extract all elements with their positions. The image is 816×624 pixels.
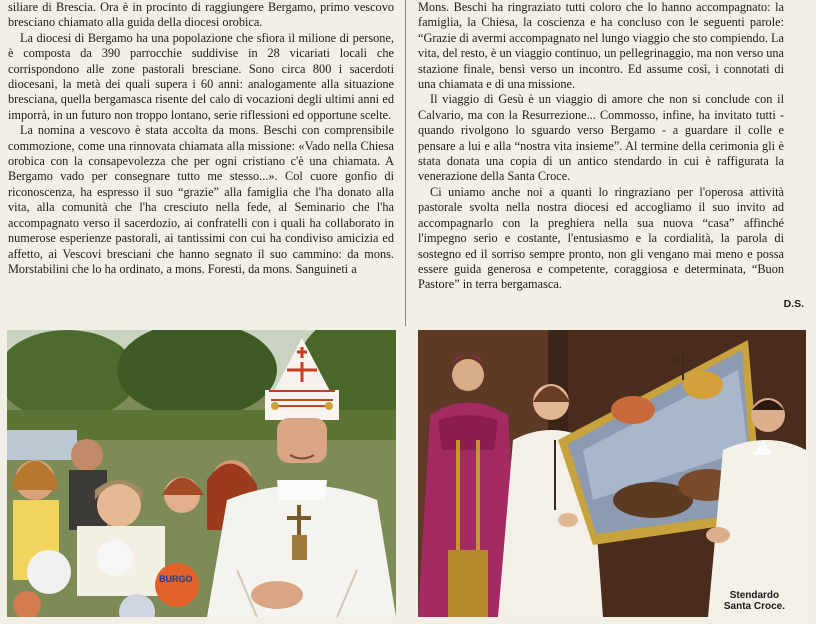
author-signature: D.S. [783,298,804,310]
paragraph: siliare di Brescia. Ora è in procinto di raggiungere Bergamo, primo vescovo bresciano chiamato alla guida della diocesi orobica. [8,0,394,30]
hat-text: BURGO [159,574,193,584]
paragraph: La diocesi di Bergamo ha una popolazione che sfiora il milione di persone, è composta da 390 parrocchie suddivise in 28 vicariati locali che corrispondono alle zone pastorali bresciane. Sono circa 800 i sacerdoti diocesani, la metà dei quali supera i 60 anni: analogamente alla situazione bresciana, quella bergamasca risente del calo di vocazioni degli ultimi anni ed imporrà, in un futuro non troppo lontano, serie riflessioni ed opportune scelte. [8,30,394,122]
paragraph: Il viaggio di Gesù è un viaggio di amore che non si conclude con il Calvario, ma con la Resurrezione... Commosso, infine, ha invitato tutti - quando rivolgono lo sguardo verso Bergamo - a guardare il colle e pensare a lui e alla “nostra vita insieme”. Al termine della cerimonia gli è stata donata una copia di un antico stendardo in cui è raffigurata la venerazione della Santa Croce. [418,92,784,184]
caption-line-2: Santa Croce. [723,601,785,612]
bishop-crowd-illustration [7,330,396,617]
paragraph: Ci uniamo anche noi a quanti lo ringraziano per l'operosa attività pastorale svolta nella nostra diocesi ed accogliamo il suo invito ad accompagnarlo con la preghiera nella sua nuova “casa” affinché l'impegno serio e costante, l'entusiasmo e la cordialità, la parola di sostegno ed il sorriso sempre pronto, non gli vengano mai meno e possa essere guida generosa e competente, coraggiosa e determinata, “Buon Pastore” in terra bergamasca. [418,184,784,292]
photo-bishop-crowd [7,330,396,617]
column-divider [405,0,406,326]
photo-santa-croce-banner [418,330,806,617]
article-right-column [418,0,784,293]
caption-line-1: Stendardo [729,590,780,601]
banner-ceremony-illustration [418,330,806,617]
paragraph: La nomina a vescovo è stata accolta da mons. Beschi con comprensibile commozione, come una rinnovata chiamata alla missione: «Vado nella Chiesa orobica con la consapevolezza che per ogni cristiano c'è una chiamata. A Bergamo vado per consegnare tutto me stesso...». Col cuore gonfio di riconoscenza, ha espresso il suo “grazie” alla famiglia che l'ha donato alla vita, alla comunità che l'ha cresciuto nella fede, al Seminario che l'ha accompagnato verso il sacerdozio, ai confratelli con i quali ha collaborato in numerose esperienze pastorali, ai tantissimi con cui ha condiviso amicizia ed affetto, ai Vescovi bresciani che hanno segnato il suo cammino: da mons. Morstabilini che lo ha ordinato, a mons. Foresti, da mons. Sanguineti a [8,123,394,276]
paragraph: Mons. Beschi ha ringraziato tutti coloro che lo hanno accompagnato: la famiglia, la Chiesa, la coscienza e ha concluso con le seguenti parole: “Grazie di avermi accompagnato nel lungo viaggio che sto compiendo. La vita, del resto, è un viaggio continuo, un pellegrinaggio, ma non verso una stazione finale, bensì verso un incontro. Ed assume così, i connotati di una chiamata e di una missione. [418,0,784,92]
photo-caption [721,589,788,613]
article-left-column [8,0,394,277]
